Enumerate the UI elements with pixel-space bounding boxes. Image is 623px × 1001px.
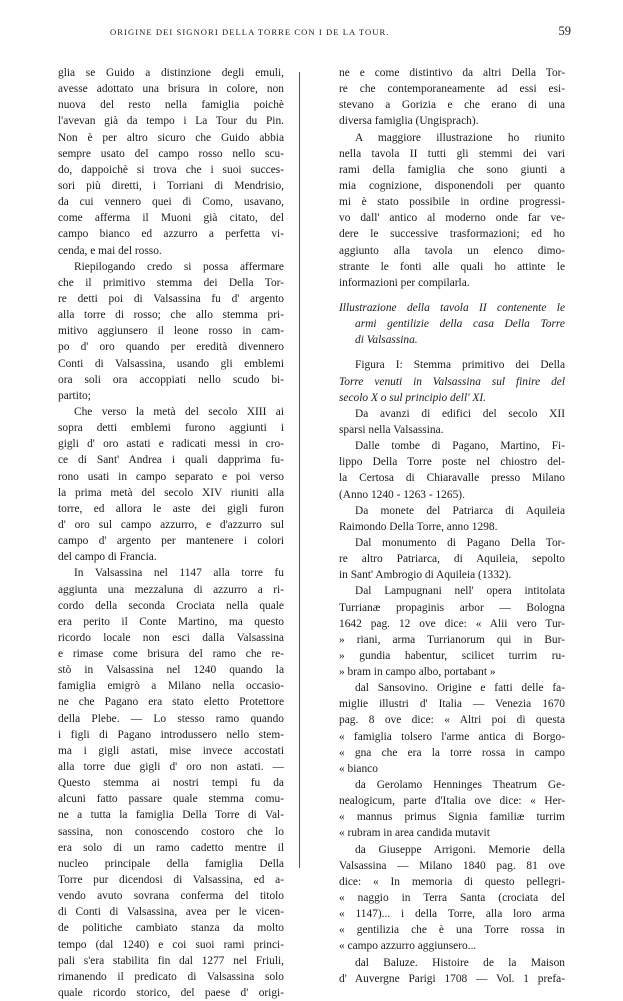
text-line: lippo Della Torre poste nel chiostro del-: [339, 456, 565, 469]
text-line: « famiglia tolsero l'arme antica di Borgo-: [339, 730, 565, 743]
text-line: della Plebe. — Lo stesso ramo quando: [58, 712, 284, 725]
paragraph-gap: [339, 291, 565, 300]
text-line: Conti di Valsassina, usando gli emblemi: [58, 357, 284, 370]
text-line: come afferma il Muoni già citato, del: [58, 212, 284, 225]
text-line: d' oro sul campo azzurro, e d'azzurro sul: [58, 518, 284, 531]
text-line: re che contemporaneamente ad essi esi-: [339, 83, 565, 96]
text-line: ne che Pagano era stato eletto Protettore: [58, 696, 284, 709]
text-line: nella tavola II tutti gli stemmi dei vari: [339, 147, 565, 160]
text-line: « rubram in area candida mutavit: [339, 827, 490, 840]
text-line: ricordo locale non esci dalla Valsassina: [58, 631, 284, 644]
text-line: Questo stemma ai nostri tempi fu da: [58, 777, 284, 790]
text-line: Valsassina — Milano 1840 pag. 81 ove: [339, 859, 565, 872]
text-line: strante le fonti alle quali ho attinte le: [339, 260, 565, 273]
text-line: alla torre di rosso; che allo stemma pri-: [58, 309, 284, 322]
text-line: partito;: [58, 389, 91, 402]
text-line: in Sant' Ambrogio di Aquileia (1332).: [339, 569, 512, 582]
text-line: « naggio in Terra Santa (crociata del: [339, 892, 565, 905]
text-line: cordo della seconda Crociata nella quale: [58, 599, 284, 612]
text-line: » bram in campo albo, portabant »: [339, 666, 496, 679]
text-line: ora soli ora accoppiati nello scudo bi-: [58, 373, 284, 386]
text-line: armi gentilizie della casa Della Torre: [355, 318, 565, 331]
text-line: sparsi nella Valsassina.: [339, 423, 444, 436]
text-line: del campo di Francia.: [58, 551, 157, 564]
text-line: diversa famiglia (Ungisprach).: [339, 115, 479, 128]
text-line: nucleo principale della famiglia Della: [58, 857, 284, 870]
text-line: stevano a Gorizia e che erano di una: [339, 99, 565, 112]
text-line: sori più diretti, i Torriani di Mendrisio,: [58, 179, 284, 192]
text-line: miglie illustri d' Italia — Venezia 1670: [339, 698, 565, 711]
text-line: pali s'era stabilita fin dal 1277 nel Friuli,: [58, 954, 284, 967]
text-line: Torre pur dicendosi di Valsassina, ed a-: [58, 874, 284, 887]
text-line: che il primitivo stemma dei Della Tor-: [58, 276, 284, 289]
text-line: era perito il Conte Martino, ma questo: [58, 615, 284, 628]
text-line: Riepilogando credo si possa affermare: [74, 260, 284, 273]
text-line: 1642 pag. 12 ove dice: « Alii vero Tur-: [339, 617, 565, 630]
text-line: sempre usato del campo rosso nello scu-: [58, 147, 284, 160]
text-line: Illustrazione della tavola II contenente le: [339, 301, 565, 314]
text-line: » riani, arma Turrianorum qui in Bur-: [339, 633, 565, 646]
column-divider: [299, 72, 300, 868]
text-line: dal Baluze. Histoire de la Maison: [355, 956, 565, 969]
text-line: i figli di Pagano introdussero nello stem-: [58, 728, 284, 741]
text-line: quale ricordo storico, del paese d' origi-: [58, 987, 284, 1000]
text-line: dal Sansovino. Origine e fatti delle fa-: [355, 682, 565, 695]
text-line: nuova del resto nella famiglia poichè: [58, 99, 284, 112]
text-line: ce di Sant' Andrea i quali dapprima fu-: [58, 454, 284, 467]
text-line: Raimondo Della Torre, anno 1298.: [339, 520, 498, 533]
text-line: aggiunta una mezzaluna di azzurro a ri-: [58, 583, 284, 596]
text-line: « campo azzurro aggiunsero...: [339, 940, 477, 953]
text-line: secolo X o sul principio dell' XI.: [339, 391, 487, 404]
text-line: mi è stato possibile in ordine progressi-: [339, 196, 565, 209]
text-line: (Anno 1240 - 1263 - 1265).: [339, 488, 465, 501]
text-line: di Conti di Valsassina, avea per le vicen-: [58, 906, 284, 919]
text-line: alla torre due gigli d' oro non astati. —: [58, 761, 284, 774]
text-line: A maggiore illustrazione ho riunito: [355, 131, 565, 144]
text-line: Dal Lampugnani nell' opera intitolata: [355, 585, 565, 598]
text-line: Dal monumento di Pagano Della Tor-: [355, 536, 565, 549]
text-line: sassina, non conoscendo costoro che lo: [58, 825, 284, 838]
text-line: ne a tutta la famiglia Della Torre di Val-: [58, 809, 284, 822]
text-line: era solo di un ramo cadetto mentre il: [58, 841, 284, 854]
text-line: stò in Valsassina nel 1240 quando la: [58, 664, 284, 677]
text-line: re detti poi di Valsassina fu d' argento: [58, 292, 284, 305]
text-line: vendo avuto sovrana conferma del titolo: [58, 890, 284, 903]
text-line: Non è per altro sicuro che Guido abbia: [58, 131, 284, 144]
text-line: dere le successive trasformazioni; ed ho: [339, 228, 565, 241]
text-line: « mannus primus Signia familiæ turrim: [339, 811, 565, 824]
text-line: Figura I: Stemma primitivo dei Della: [355, 359, 565, 372]
text-line: di Valsassina.: [355, 334, 418, 347]
text-line: da Giuseppe Arrigoni. Memorie della: [355, 843, 565, 856]
text-line: famiglia emigrò a Milano nella occasio-: [58, 680, 284, 693]
text-line: rono usati in campo separato e poi verso: [58, 470, 284, 483]
text-line: Dalle tombe di Pagano, Martino, Fi-: [355, 440, 565, 453]
text-line: mitivo aggiunsero il leone rosso in cam-: [58, 325, 284, 338]
text-line: » gundia habentur, scilicet turrim ru-: [339, 649, 565, 662]
text-line: ne e come distintivo da altri Della Tor-: [339, 67, 565, 79]
text-line: alcuni fatto passare quale stemma comu-: [58, 793, 284, 806]
text-line: vo dall' antico al moderno onde far ve-: [339, 212, 565, 225]
text-line: tempo (dal 1240) e coi suoi rami princi-: [58, 938, 284, 951]
text-line: d' Auvergne Parigi 1708 — Vol. 1 prefa-: [339, 972, 565, 985]
text-line: aggiunto alla tavola un elenco dimo-: [339, 244, 565, 257]
text-line: « gna che era la torre rossa in campo: [339, 746, 565, 759]
text-line: informazioni per compilarla.: [339, 276, 470, 289]
text-line: In Valsassina nel 1147 alla torre fu: [74, 567, 284, 580]
text-line: « bianco: [339, 762, 378, 775]
text-line: la prima metà del secolo XIV riuniti alla: [58, 486, 284, 499]
text-line: rami della famiglia che sono giunti a: [339, 163, 565, 176]
text-line: mia cognizione, disponendoli per quanto: [339, 179, 565, 192]
page-header: [58, 22, 571, 42]
text-line: rimanendo il predicato di Valsassina solo: [58, 970, 284, 983]
text-line: da Gerolamo Henninges Theatrum Ge-: [355, 779, 565, 792]
text-line: torre, ed allora le aste dei gigli furon: [58, 502, 284, 515]
text-line: avesse adottato una brisura in colore, non: [58, 83, 284, 96]
text-line: sopra detti emblemi furono aggiunti i: [58, 422, 284, 435]
text-line: cenda, e mai del rosso.: [58, 244, 162, 257]
page-number: 59: [558, 24, 571, 38]
text-line: gigli d' oro astati e radicati messi in cro-: [58, 438, 284, 451]
text-line: nealogicum, parte d'Italia ove dice: « Her-: [339, 795, 565, 808]
text-line: « 1147)... i della Torre, alla loro arma: [339, 908, 565, 921]
text-line: re altro Patriarca, di Aquileia, sepolto: [339, 553, 565, 566]
text-line: de politiche cambiato stanza da molto: [58, 922, 284, 935]
text-line: la Certosa di Chiaravalle presso Milano: [339, 472, 565, 485]
text-line: « gentilizia che è una Torre rossa in: [339, 924, 565, 937]
text-line: campo d' argento per mantenere i colori: [58, 535, 284, 548]
text-line: e rimase come brisura del ramo che re-: [58, 648, 284, 661]
text-line: Che verso la metà del secolo XIII ai: [74, 405, 284, 418]
right-text-column: [339, 65, 565, 987]
text-line: Da monete del Patriarca di Aquileia: [355, 504, 565, 517]
text-line: po d' oro quando per eredità divennero: [58, 341, 284, 354]
running-title: ORIGINE DEI SIGNORI DELLA TORRE CON I DE LA TOUR.: [110, 27, 390, 37]
text-line: da cui vennero quei di Como, usavano,: [58, 196, 284, 209]
text-line: Torre venuti in Valsassina sul finire del: [339, 375, 565, 388]
text-line: Turrianæ propaginis arbor — Bologna: [339, 601, 565, 614]
text-line: ma i gigli astati, mise invece accostati: [58, 744, 284, 757]
text-line: l'avevan già da tempo i La Tour du Pin.: [58, 115, 284, 128]
text-line: campo bianco ed azzurro a perfetta vi-: [58, 228, 284, 241]
text-line: dice: « In memoria di questo pellegri-: [339, 875, 565, 888]
text-line: pag. 8 ove dice: « Altri poi di questa: [339, 714, 565, 727]
text-line: do, dappoichè si trova che i suoi succes-: [58, 163, 284, 176]
text-line: Da avanzi di edifici del secolo XII: [355, 407, 565, 420]
paragraph-gap: [339, 348, 565, 357]
left-text-column: [58, 65, 284, 1001]
text-line: glia se Guido a distinzione degli emuli,: [58, 67, 284, 79]
